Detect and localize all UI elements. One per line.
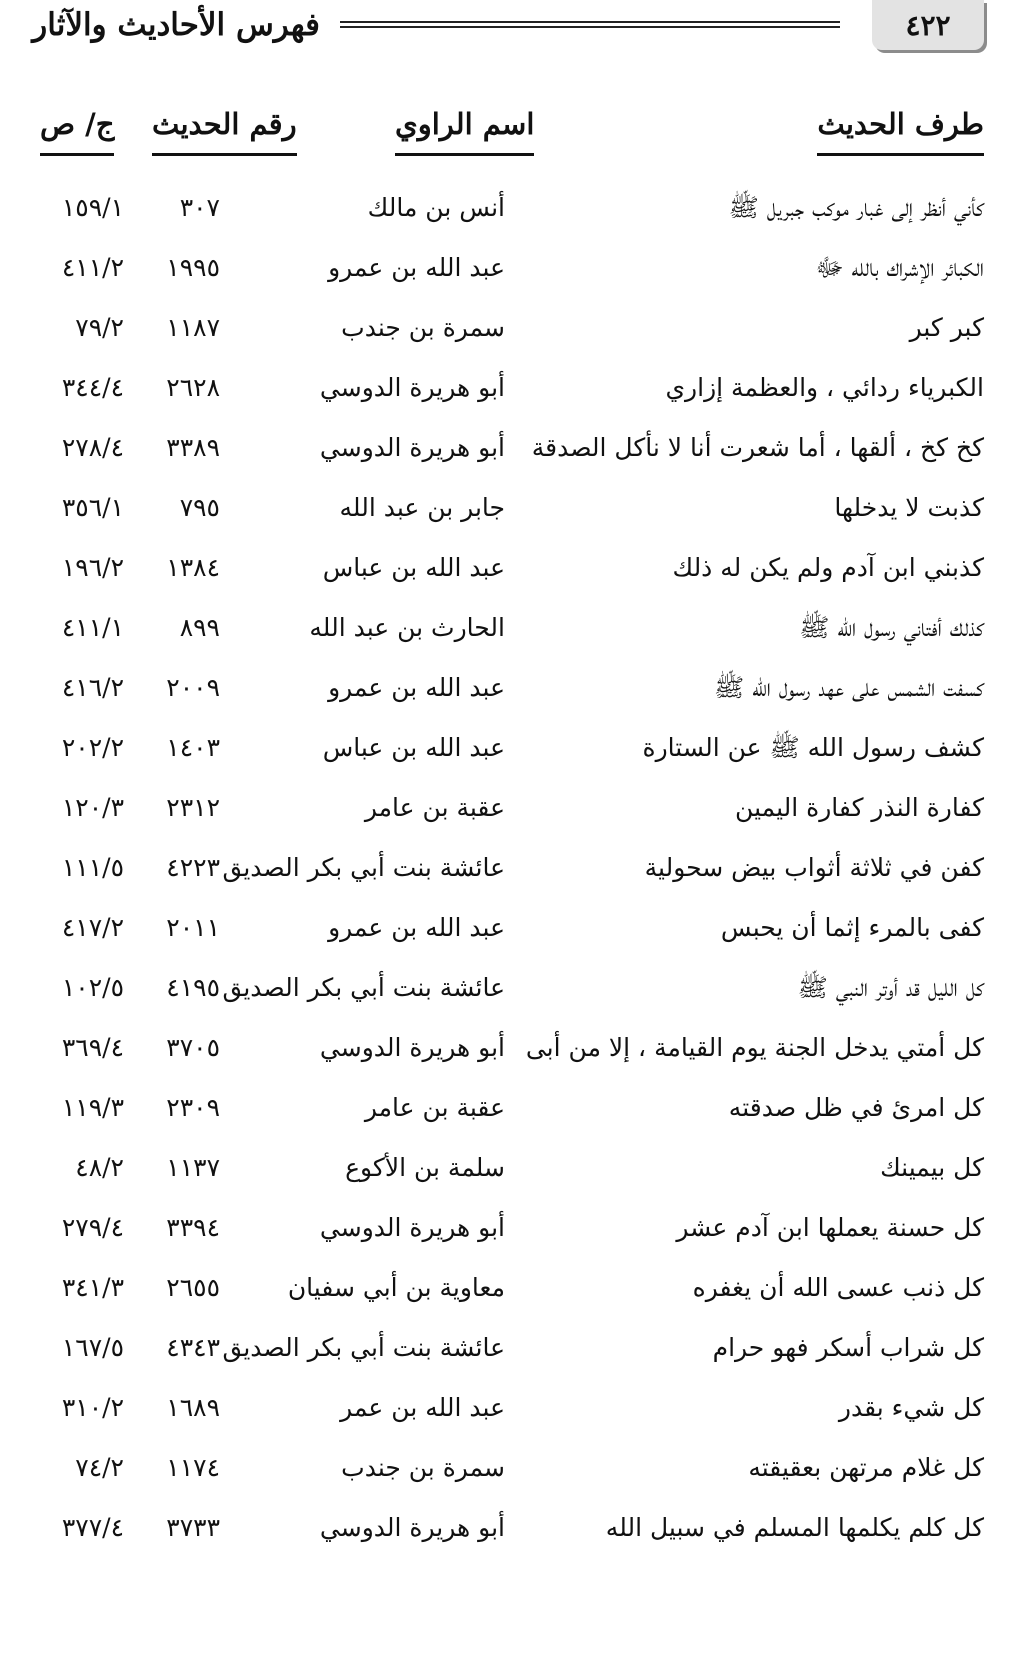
table-row	[0, 1258, 1010, 1318]
table-row	[0, 238, 1010, 298]
narrator-name: الحارث بن عبد الله	[309, 613, 505, 642]
hadith-text: كل امرئ في ظل صدقته	[728, 1093, 984, 1122]
narrator-name: عائشة بنت أبي بكر الصديق	[222, 973, 505, 1002]
narrator-name: أبو هريرة الدوسي	[319, 1513, 505, 1542]
hadith-text: كل غلام مرتهن بعقيقته	[748, 1453, 984, 1482]
hadith-text: كل شراب أسكر فهو حرام	[712, 1333, 984, 1362]
hadith-number: ١٣٨٤	[166, 553, 220, 582]
hadith-number: ٧٩٥	[179, 493, 220, 522]
hadith-number: ٤٣٤٣	[166, 1333, 220, 1362]
narrator-name: عقبة بن عامر	[364, 1093, 505, 1122]
volume-page-ref: ١٩٦/٢	[61, 553, 124, 582]
table-row	[0, 598, 1010, 658]
narrator-name: سمرة بن جندب	[341, 1453, 505, 1482]
table-header	[0, 96, 1010, 162]
hadith-text: كفى بالمرء إثما أن يحبس	[720, 913, 984, 942]
table-row	[0, 478, 1010, 538]
narrator-name: أبو هريرة الدوسي	[319, 1213, 505, 1242]
hadith-text: كل الليل قد أوتر النبي ﷺ	[797, 973, 984, 1002]
narrator-name: عبد الله بن عباس	[322, 553, 505, 582]
running-title: فهرس الأحاديث والآثار	[32, 7, 320, 43]
table-row	[0, 1318, 1010, 1378]
table-row	[0, 658, 1010, 718]
volume-page-ref: ٧٤/٢	[75, 1453, 124, 1482]
hadith-number: ٢٠١١	[166, 913, 220, 942]
volume-page-ref: ٤٨/٢	[75, 1153, 124, 1182]
hadith-number: ٣٣٨٩	[166, 433, 220, 462]
narrator-name: سلمة بن الأكوع	[345, 1153, 505, 1182]
volume-page-ref: ٣٥٦/١	[61, 493, 124, 522]
hadith-number: ٤٢٢٣	[166, 853, 220, 882]
table-body	[0, 178, 1010, 1558]
narrator-name: عائشة بنت أبي بكر الصديق	[222, 1333, 505, 1362]
column-header-number: رقم الحديث	[152, 96, 297, 156]
hadith-text: كذلك أفتاني رسول الله ﷺ	[799, 613, 984, 642]
hadith-text: كأني أنظر إلى غبار موكب جبريل ﷺ	[728, 193, 984, 222]
volume-page-ref: ٤١١/١	[61, 613, 124, 642]
hadith-number: ٢٠٠٩	[166, 673, 220, 702]
hadith-text: كبر كبر	[909, 313, 984, 342]
volume-page-ref: ١٥٩/١	[61, 193, 124, 222]
column-header-hadith: طرف الحديث	[817, 96, 984, 156]
narrator-name: عبد الله بن عباس	[322, 733, 505, 762]
table-row	[0, 1078, 1010, 1138]
narrator-name: أبو هريرة الدوسي	[319, 433, 505, 462]
hadith-text: كفارة النذر كفارة اليمين	[735, 793, 984, 822]
table-row	[0, 718, 1010, 778]
table-row	[0, 418, 1010, 478]
narrator-name: عائشة بنت أبي بكر الصديق	[222, 853, 505, 882]
narrator-name: عبد الله بن عمرو	[328, 253, 505, 282]
hadith-number: ١١٨٧	[166, 313, 220, 342]
table-row	[0, 898, 1010, 958]
volume-page-ref: ٣٤١/٣	[61, 1273, 124, 1302]
volume-page-ref: ٣١٠/٢	[61, 1393, 124, 1422]
volume-page-ref: ٣٦٩/٤	[61, 1033, 124, 1062]
table-row	[0, 1198, 1010, 1258]
hadith-number: ٢٦٥٥	[166, 1273, 220, 1302]
table-row	[0, 538, 1010, 598]
hadith-text: كل ذنب عسى الله أن يغفره	[692, 1273, 984, 1302]
narrator-name: عبد الله بن عمرو	[328, 913, 505, 942]
hadith-index-table	[0, 96, 1010, 1558]
table-row	[0, 1138, 1010, 1198]
hadith-number: ٣٧٠٥	[166, 1033, 220, 1062]
volume-page-ref: ٣٤٤/٤	[61, 373, 124, 402]
table-row	[0, 1438, 1010, 1498]
page-header	[0, 0, 1010, 70]
volume-page-ref: ١٦٧/٥	[61, 1333, 124, 1362]
hadith-text: كل شيء بقدر	[838, 1393, 984, 1422]
volume-page-ref: ١١١/٥	[61, 853, 124, 882]
table-row	[0, 1378, 1010, 1438]
hadith-number: ٢٣١٢	[166, 793, 220, 822]
hadith-text: كفن في ثلاثة أثواب بيض سحولية	[644, 853, 984, 882]
volume-page-ref: ٤١٦/٢	[61, 673, 124, 702]
hadith-text: كخ كخ ، ألقها ، أما شعرت أنا لا نأكل الصدقة	[531, 433, 984, 462]
hadith-text: كشف رسول الله ﷺ عن الستارة	[642, 733, 984, 762]
volume-page-ref: ٢٧٨/٤	[61, 433, 124, 462]
narrator-name: عقبة بن عامر	[364, 793, 505, 822]
hadith-number: ٣٧٣٣	[166, 1513, 220, 1542]
volume-page-ref: ٤١٧/٢	[61, 913, 124, 942]
hadith-number: ٢٣٠٩	[166, 1093, 220, 1122]
table-row	[0, 958, 1010, 1018]
header-double-rule	[340, 21, 840, 28]
column-header-volume-page: ج/ ص	[40, 96, 114, 156]
volume-page-ref: ١١٩/٣	[61, 1093, 124, 1122]
narrator-name: سمرة بن جندب	[341, 313, 505, 342]
hadith-text: كذبني ابن آدم ولم يكن له ذلك	[672, 553, 984, 582]
hadith-number: ٣٣٩٤	[166, 1213, 220, 1242]
table-row	[0, 1498, 1010, 1558]
table-row	[0, 358, 1010, 418]
volume-page-ref: ١٢٠/٣	[61, 793, 124, 822]
hadith-number: ١٦٨٩	[166, 1393, 220, 1422]
narrator-name: عبد الله بن عمر	[340, 1393, 505, 1422]
narrator-name: أنس بن مالك	[367, 193, 505, 222]
narrator-name: جابر بن عبد الله	[339, 493, 505, 522]
table-row	[0, 178, 1010, 238]
column-header-narrator: اسم الراوي	[395, 96, 534, 156]
hadith-text: الكبرياء ردائي ، والعظمة إزاري	[665, 373, 984, 402]
page-number-tab: ٤٢٢	[872, 0, 984, 50]
volume-page-ref: ٣٧٧/٤	[61, 1513, 124, 1542]
volume-page-ref: ٤١١/٢	[61, 253, 124, 282]
table-row	[0, 1018, 1010, 1078]
hadith-number: ١١٣٧	[166, 1153, 220, 1182]
hadith-text: كل بيمينك	[880, 1153, 984, 1182]
narrator-name: أبو هريرة الدوسي	[319, 1033, 505, 1062]
volume-page-ref: ٢٧٩/٤	[61, 1213, 124, 1242]
volume-page-ref: ٧٩/٢	[75, 313, 124, 342]
hadith-number: ٣٠٧	[179, 193, 220, 222]
hadith-number: ١١٧٤	[166, 1453, 220, 1482]
narrator-name: أبو هريرة الدوسي	[319, 373, 505, 402]
hadith-number: ٤١٩٥	[166, 973, 220, 1002]
hadith-number: ١٤٠٣	[166, 733, 220, 762]
hadith-text: الكبائر الإشراك بالله ﷻ	[815, 253, 984, 282]
table-row	[0, 298, 1010, 358]
hadith-text: كل حسنة يعملها ابن آدم عشر	[676, 1213, 984, 1242]
hadith-text: كل أمتي يدخل الجنة يوم القيامة ، إلا من أبى	[525, 1033, 984, 1062]
hadith-number: ٨٩٩	[179, 613, 220, 642]
table-row	[0, 838, 1010, 898]
hadith-number: ١٩٩٥	[166, 253, 220, 282]
hadith-text: كسفت الشمس على عهد رسول الله ﷺ	[714, 673, 984, 702]
table-row	[0, 778, 1010, 838]
hadith-text: كل كلم يكلمها المسلم في سبيل الله	[605, 1513, 984, 1542]
hadith-number: ٢٦٢٨	[166, 373, 220, 402]
narrator-name: عبد الله بن عمرو	[328, 673, 505, 702]
hadith-text: كذبت لا يدخلها	[834, 493, 984, 522]
volume-page-ref: ٢٠٢/٢	[61, 733, 124, 762]
volume-page-ref: ١٠٢/٥	[61, 973, 124, 1002]
narrator-name: معاوية بن أبي سفيان	[287, 1273, 505, 1302]
